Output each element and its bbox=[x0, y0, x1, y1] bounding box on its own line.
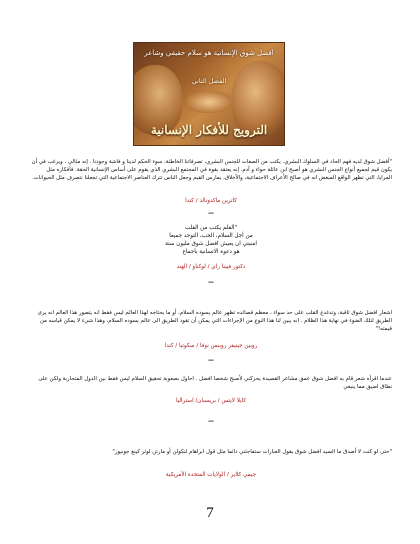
testimonial-author-3: روبين جينيفر روبنس نوفا / سكوتيا / كندا bbox=[164, 343, 258, 349]
testimonial-author-4: كايلا لايتس / بريسبان/ استراليا bbox=[175, 398, 247, 404]
separator-2: — bbox=[208, 279, 214, 286]
banner-hands bbox=[186, 91, 232, 113]
banner-top-text: افضل شوق الإنسانية هو سلام حقيقي وشاعر bbox=[144, 49, 274, 57]
poem-line-1: "القلم يكتب من القلب bbox=[184, 225, 238, 231]
separator-3: — bbox=[208, 357, 214, 364]
page-number: 7 bbox=[206, 505, 214, 521]
poem-line-2: من أجل السلام، الحب، التوحد جميعا bbox=[169, 233, 253, 239]
poem-line-4: هو دعوة الانسانية باجماع bbox=[182, 249, 240, 255]
testimonial-author-1: كاترين ماكدونالد / كندا bbox=[185, 198, 237, 204]
separator-4: — bbox=[208, 418, 214, 425]
testimonial-author-2: دكتور فيينا راي / لوكناو / الهند bbox=[176, 264, 246, 270]
testimonial-author-5: جيمي كلاير / الولايات المتحدة الأمريكية bbox=[165, 472, 257, 478]
banner-title: الترويج للأفكار الإنسانية bbox=[150, 123, 268, 137]
testimonial-text-5: "حتى لو كنت لا أصدق ما السيد افضل شوق يقول العبارات ستفاجئني دائما مثل قول ابراهام لنكولن أو مارتن لوثر كينغ جونيور" bbox=[112, 449, 392, 455]
poem-line-3: امنيتي ان يعيش افضل شوق مليون سنة bbox=[165, 241, 257, 247]
separator-1: — bbox=[208, 210, 214, 217]
banner-mid-text: الفضل الثاني bbox=[191, 77, 227, 85]
testimonial-text-3: اشعار افضل شوق ثاقبة، وتدغدغ القلب على حد سواء ، معظم قصائده تظهر عالم يسوده السلام، أو ما يحتاجه لهذا العالم ليس فقط انه يتصور هذا العالم انه يرى الطريق لتلك الضوء في نهاية هذا الظلام . انه يبين لنا هذا النوع من الإجراءات التي يمكن أن تقود الطريق الى عالم يسوده السلام، وهذا شيء لا يمكن قياسه من قيمته!" bbox=[37, 310, 392, 332]
testimonial-text-4: عندما اقرأه شعر قام به افضل شوق عمق مشاعر القصيدة يحركني لأصبح شخصا افضل . احاول بصعوبة تحقيق السلام ليس فقط بين الدول المتحاربة ولكن على نطاق اضيق مما ينبغي bbox=[38, 376, 392, 390]
cover-banner-image bbox=[133, 42, 285, 146]
testimonial-text-1: "أفضل شوق لديه فهم الحاد في السلوك البشري. يكتب من الصفات للجنس البشري، تصرفاتنا الخاطئة، سوء الحكم لدينا و فاشة وجودنا . إنه مثالي ، ويرغب في أن يكون قيم لجميع أنواع الجنس البشري هو أصبح ابن عائلة حواء و آدم. إنه يعتقد بقوة في المجتمع البشري الذي يقوم على أساس الإنسانية الحقة. فأفكاره مثل المرايا، التي تظهر الواقع المبغض انه في صالح الأعراف الاجتماعية، والأخلاق، يمارس القيم وجعل الناس تترك العناصر الاجتماعية التي تجعلنا نتصرف مثل الحيوانات. bbox=[31, 159, 392, 181]
